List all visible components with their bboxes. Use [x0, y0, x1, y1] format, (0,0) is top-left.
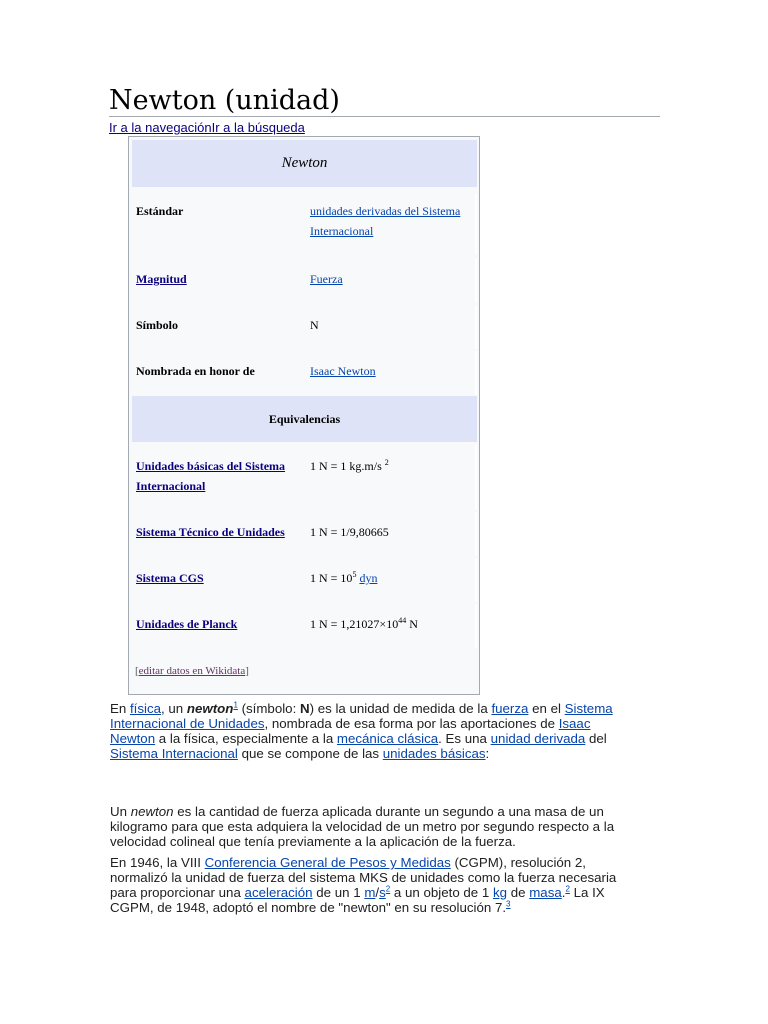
text: en el [528, 701, 565, 716]
infobox-label-link[interactable]: Unidades básicas del Sistema Internacional [136, 459, 286, 493]
definition-paragraph [110, 804, 630, 849]
edit-wikidata-link[interactable]: editar datos en Wikidata [138, 665, 246, 677]
skip-links [109, 120, 305, 136]
link-isaac-newton[interactable]: Isaac Newton [110, 716, 591, 746]
infobox-value: 1 N = 10 [310, 571, 353, 585]
bracket-open: [ [135, 665, 139, 677]
infobox-value-unit: N [406, 617, 418, 631]
text: a un objeto de 1 [390, 885, 493, 900]
link-mecanica-clasica[interactable]: mecánica clásica [336, 731, 439, 746]
infobox-label: Estándar [136, 204, 184, 218]
link-unidades-basicas[interactable]: unidades básicas [382, 746, 486, 761]
infobox-subheader: Equivalencias [132, 396, 477, 442]
reference-3[interactable]: 3 [506, 899, 511, 909]
infobox-row-unidades-basicas [132, 445, 477, 509]
infobox-label-link[interactable]: Magnitud [136, 272, 187, 286]
infobox-row-planck [132, 604, 477, 648]
text: del [585, 731, 607, 746]
exponent: 44 [398, 616, 407, 625]
text: es la cantidad de fuerza aplicada durante un segundo a una masa de un kilogramo para que esta adquiera la velocidad de un metro por segundo respecto a la velocidad colineal que tenía previamente a la aplicación de la fuerza. [110, 804, 615, 849]
link-metro[interactable]: m [364, 885, 376, 900]
dyn-link[interactable]: dyn [359, 571, 378, 585]
infobox [128, 136, 480, 695]
infobox-value-link[interactable]: Fuerza [310, 272, 343, 286]
text: a la física, especialmente a la [155, 731, 337, 746]
link-kg[interactable]: kg [492, 885, 508, 900]
infobox-label-link[interactable]: Sistema Técnico de Unidades [136, 525, 285, 539]
reference-2[interactable]: 2 [565, 884, 570, 894]
text: En [110, 701, 130, 716]
skip-to-search-link[interactable]: Ir a la búsqueda [211, 120, 305, 135]
symbol-n: N [299, 701, 310, 716]
infobox-label: Nombrada en honor de [136, 364, 255, 378]
text: : [485, 746, 490, 761]
infobox-header: Newton [132, 140, 477, 187]
link-fuerza[interactable]: fuerza [491, 701, 529, 716]
text: / [375, 885, 380, 900]
text: de [507, 885, 530, 900]
infobox-label-link[interactable]: Sistema CGS [136, 571, 204, 585]
text: que se compone de las [237, 746, 383, 761]
link-aceleracion[interactable]: aceleración [244, 885, 313, 900]
infobox-row-honor [132, 351, 477, 395]
link-unidad-derivada[interactable]: unidad derivada [490, 731, 586, 746]
link-sistema-internacional[interactable]: Sistema Internacional [110, 746, 238, 761]
text: de un 1 [312, 885, 365, 900]
text: Un [110, 804, 131, 819]
link-masa[interactable]: masa [529, 885, 562, 900]
text: En 1946, la VIII [110, 855, 205, 870]
term-newton: newton [130, 804, 174, 819]
text: . [561, 885, 566, 900]
term-newton: newton [186, 701, 234, 716]
link-sistema-internacional-unidades[interactable]: Sistema Internacional de Unidades [110, 701, 613, 731]
link-cgpm[interactable]: Conferencia General de Pesos y Medidas [204, 855, 451, 870]
text: ) es la unidad de medida de la [309, 701, 492, 716]
skip-to-navigation-link[interactable]: Ir a la navegación [109, 120, 212, 135]
infobox-value-link[interactable]: unidades derivadas del Sistema Internacional [310, 204, 461, 238]
infobox-value: N [310, 318, 319, 332]
infobox-row-cgs [132, 558, 477, 602]
infobox-value: 1 N = 1 kg.m/s [310, 459, 382, 473]
exponent-link[interactable]: 2 [385, 884, 391, 894]
text: , un [161, 701, 187, 716]
infobox-value: 1 N = 1/9,80665 [310, 525, 389, 539]
bracket-close: ] [245, 665, 249, 677]
infobox-row-estandar [132, 194, 477, 254]
text: (CGPM), resolución 2, normalizó la unidad de fuerza del sistema MKS de unidades como la fuerza necesaria para proporcionar una [110, 855, 617, 900]
wikidata-edit [135, 665, 249, 677]
page-title: Newton (unidad) [109, 85, 340, 116]
text: (símbolo: [237, 701, 300, 716]
infobox-row-sistema-tecnico [132, 512, 477, 556]
reference-1[interactable]: 1 [233, 700, 238, 710]
exponent: 2 [384, 458, 389, 467]
infobox-label-link[interactable]: Unidades de Planck [136, 617, 238, 631]
exponent: 5 [352, 570, 357, 579]
text: La IX CGPM, de 1948, adoptó el nombre de "newton" en su resolución 7. [110, 885, 605, 915]
infobox-value-link[interactable]: Isaac Newton [310, 364, 376, 378]
title-divider [109, 116, 660, 117]
infobox-label: Símbolo [136, 318, 179, 332]
infobox-row-simbolo [132, 305, 477, 349]
infobox-value: 1 N = 1,21027×10 [310, 617, 399, 631]
link-segundo[interactable]: s [379, 885, 386, 900]
history-paragraph [110, 855, 630, 915]
infobox-row-magnitud [132, 259, 477, 303]
link-fisica[interactable]: física [129, 701, 162, 716]
text: . Es una [438, 731, 491, 746]
intro-paragraph [110, 701, 630, 761]
text: , nombrada de esa forma por las aportaciones de [264, 716, 559, 731]
